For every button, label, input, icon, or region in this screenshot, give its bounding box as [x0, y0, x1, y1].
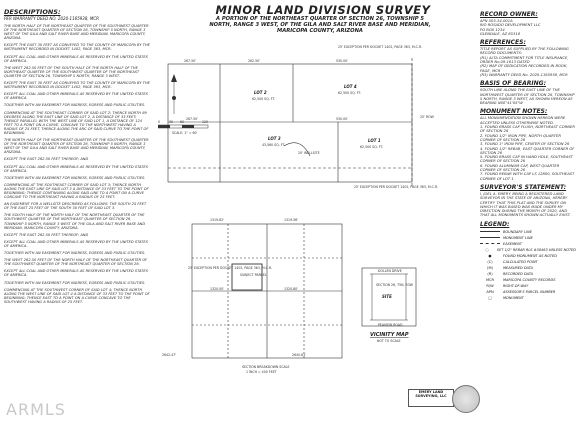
reference-line: (R2) MAP OF DEDICATION RECORDED IN BOOK, PAGE, MCR — [480, 64, 568, 73]
description-paragraph: EXCEPT THE EAST 262.50 FEET THEREOF; AND — [4, 232, 89, 237]
basis-heading: BASIS OF BEARING: — [480, 80, 546, 88]
dimension-label: 267.50' — [186, 117, 199, 121]
easement-note: 25' EXCEPTION PER DOCKET 1402, PAGE 363, M.C.R. — [354, 185, 438, 189]
lot-label: LOT 2 — [254, 90, 267, 95]
monuments-heading: MONUMENT NOTES: — [480, 108, 548, 116]
legend-label: RIGHT-OF-WAY — [503, 283, 529, 288]
vicinity-road-label: PEAVIEW ROAD — [378, 323, 403, 327]
scale-label: SCALE: 1" = 60' — [172, 131, 198, 135]
section-caption: SECTION BREAKDOWN SCALE — [242, 365, 290, 369]
legend-label: RECORDED DATA — [503, 271, 534, 276]
monument-line: 6. FOUND ALUMINUM CAP, WEST QUARTER CORNER OF SECTION 26 — [480, 163, 560, 173]
legend-symbol-icon — [480, 243, 500, 244]
row-label: 25' ROW — [420, 115, 434, 119]
lot-area: 62,500 SQ. FT. — [338, 91, 362, 95]
scale-bar-fill — [158, 125, 170, 128]
vicinity-site-label: SITE — [382, 294, 392, 299]
easement-note: 25' EXCEPTION PER DOCKET 1402, PAGE 363, M.C.R. — [338, 45, 422, 49]
descriptions-column — [0, 8, 150, 408]
lot-label: LOT 3 — [268, 136, 281, 141]
monument-line: ALL MONUMENTATION SHOWN HEREON WERE ACCEPTED UNLESS OTHERWISE NOTED. — [480, 116, 566, 125]
lot-area: 62,500 SQ. FT. — [360, 145, 384, 149]
vicinity-section-label: SECTION 26, T5N, R3W — [376, 283, 413, 287]
section-note: 25' EXCEPTION PER DOCKET 1402, PAGE 363, M.C.R. — [188, 266, 272, 270]
legend-symbol-icon: (M) — [487, 265, 493, 270]
description-paragraph: AN EASEMENT FOR A WELLSITE DESCRIBED AS FOLLOWS: THE SOUTH 25 FEET OF THE EAST 25 FEET OF THE SOUTH 30 FEET OF SAID LOT 3. — [4, 202, 147, 211]
basis-line: SOUTH LINE ALONG THE EAST LINE OF THE NORTHWEST QUARTER OF SECTION 26, TOWNSHIP 5 NORTH, RANGE 3 WEST, AS SHOWN HEREON AS BEARING N00°41'05"W — [480, 88, 575, 106]
record-owner-line: APN 503-34-001A — [480, 19, 513, 23]
upper-lot-labels — [184, 45, 438, 189]
description-paragraph: THE SOUTH HALF OF THE NORTH HALF OF THE NORTHEAST QUARTER OF THE SOUTHWEST QUARTER OF THE NORTHEAST QUARTER OF SECTION 26, TOWNSHIP 5 NORTH, RANGE 3 WEST OF THE GILA AND SALT RIVER BASE AND MERIDIAN, MARICOPA COUNTY, ARIZONA. — [4, 213, 146, 230]
description-paragraph: THE WEST 262.50 FEET OF THE SOUTH HALF OF THE NORTH HALF OF THE NORTHEAST QUARTER OF THE SOUTHWEST QUARTER OF THE NORTHEAST QUARTER OF SECTION 26, TOWNSHIP 5 NORTH, RANGE 3 WEST. — [4, 65, 140, 78]
legend-label: MARICOPA COUNTY RECORDS — [503, 277, 556, 282]
descriptions-heading: DESCRIPTIONS: — [4, 8, 61, 16]
reference-line: TITLE REPORT AS SUPPLIED BY THE FOLLOWING RECORD DOCUMENTS: — [480, 47, 569, 56]
description-paragraph: EXCEPT THE EAST 30 FEET AS CONVEYED TO THE COUNTY OF MARICOPA BY THE INSTRUMENT RECORDED IN DOCKET 1402, PAGE 363, MCR. — [4, 43, 150, 52]
scale-tick: 60 — [180, 120, 185, 124]
legend-symbol-icon: □ — [488, 295, 492, 300]
wellsite-note: 20' WELLSITE — [298, 151, 320, 155]
legend-label: MONUMENT LINE — [503, 235, 533, 240]
legend-label: ASSESSOR'S PARCEL NUMBER — [503, 289, 556, 294]
lot-area: 62,500 SQ. FT. — [252, 97, 276, 101]
notes-column — [478, 8, 576, 428]
monument-line: 7. FOUND REBAR WITH CAP LS 12800, SOUTHEAST CORNER OF LOT 1 — [480, 172, 575, 181]
reference-line: (R3) WARRANTY DEED No. 2020-1165938, MCR — [480, 72, 568, 77]
legend-label: MONUMENT — [503, 295, 524, 300]
record-owner-line: GLENDALE, AZ 85318 — [480, 31, 521, 36]
scale-tick: 0 — [158, 120, 161, 124]
vicinity-title: VICINITY MAP — [370, 332, 409, 338]
dimension-label: 267.50' — [184, 59, 197, 63]
lot-label: LOT 1 — [368, 138, 381, 143]
descriptions-reference: PER WARRANTY DEED NO. 2020-1165938, MCR — [4, 16, 99, 21]
north-arrow-head — [171, 74, 177, 82]
dimension-label: 262.50' — [248, 59, 261, 63]
legend-symbol-icon: ● — [488, 253, 492, 258]
dimension-label: 530.00' — [336, 59, 349, 63]
vicinity-road-label: DOLLEN DRIVE — [378, 269, 402, 273]
descriptions-body — [0, 24, 150, 304]
subtitle-line: A PORTION OF THE NORTHEAST QUARTER OF SECTION 26, TOWNSHIP 5 — [216, 16, 424, 22]
section-dimension: 1319.56' — [284, 218, 299, 222]
section-labels — [162, 218, 306, 374]
legend-symbol-icon: (C) — [487, 259, 493, 264]
description-paragraph: COMMENCING AT THE SOUTHEAST CORNER OF SAID LOT 2; THENCE NORTH 89 DEGREES ALONG THE EAST LINE OF SAID LOT 2, A DISTANCE OF 33 FEET; THENCE PARALLEL WITH THE WEST LINE OF SAID LOT 1, A DISTANCE OF 124 FEET TO A POINT ON A CURVE, CONCAVE TO THE NORTHWEST HAVING A RADIUS OF 25 FEET, THENCE ALONG THE ARC OF SAID CURVE TO THE POINT OF BEGINNING. — [4, 110, 149, 135]
section-dimension: 2642.47' — [162, 353, 177, 357]
legend-symbol-icon: APN — [486, 289, 494, 294]
armls-watermark: ARMLS — [6, 400, 66, 419]
legend-item — [480, 295, 576, 301]
scale-bar-fill — [182, 125, 194, 128]
description-paragraph: EXCEPT ALL COAL AND OTHER MINERALS AS RESERVED BY THE UNITED STATES OF AMERICA. — [4, 269, 148, 278]
monument-line: 4. FOUND 1/2" REBAR, EAST QUARTER CORNER OF SECTION 26 — [480, 146, 575, 155]
vicinity-subtitle: NOT TO SCALE — [377, 339, 401, 343]
record-owner-line: RIO ROSADO DEVELOPMENT LLC — [480, 23, 541, 28]
survey-plan — [158, 38, 476, 428]
description-paragraph: COMMENCING AT THE SOUTHWEST CORNER OF SAID LOT 4; THENCE NORTH ALONG THE WEST LINE OF SAID LOT 4 A DISTANCE OF 33 FEET TO THE POINT OF BEGINNING; THENCE EAST TO A POINT ON A CURVE CONCAVE TO THE SOUTHWEST HAVING A RADIUS OF 25 FEET. — [4, 287, 150, 304]
legend-heading: LEGEND: — [480, 220, 510, 228]
scale-tick: 120 — [202, 120, 209, 124]
monument-line: 1. FOUND BRASS CAP FLUSH, NORTHEAST CORNER OF SECTION 26 — [480, 125, 575, 134]
section-breakdown — [192, 224, 342, 358]
references-heading: REFERENCES: — [480, 39, 526, 47]
description-paragraph: TOGETHER WITH AN EASEMENT FOR INGRESS, EGRESS AND PUBLIC UTILITIES. — [4, 251, 146, 256]
north-arrow-icon — [171, 74, 177, 114]
legend-symbol-icon — [480, 231, 500, 232]
legend-list — [478, 229, 576, 301]
monument-line: 2. FOUND 1/2" IRON PIPE, NORTH QUARTER CORNER OF SECTION 26 — [480, 133, 561, 142]
legend-label: FOUND MONUMENT AS NOTED — [503, 253, 557, 258]
dimension-label: 530.00' — [336, 117, 349, 121]
reference-line: (R1) ALTA COMMITMENT FOR TITLE INSURANCE, ORDER No.09-1613 DATED — [480, 55, 569, 65]
section-caption: 1 INCH = 400 FEET — [246, 370, 277, 374]
section-dimension: 1320.00' — [210, 287, 225, 291]
legend-label: SET 1/2" REBAR RLS #38463 UNLESS NOTED — [496, 247, 576, 252]
surveyor-seal — [452, 385, 480, 413]
section-dimension: 2640.81' — [292, 353, 307, 357]
monument-line: 5. FOUND BRASS CAP IN HAND HOLE, SOUTHEAST CORNER OF SECTION 26 — [480, 155, 573, 164]
section-dimension: 1319.82' — [210, 218, 225, 222]
description-paragraph: TOGETHER WITH AN EASEMENT FOR INGRESS, EGRESS AND PUBLIC UTILITIES. — [4, 175, 146, 180]
record-owner-line: PO BOX 1234 — [480, 27, 505, 32]
legend-symbol-icon: MCR — [485, 277, 495, 282]
description-paragraph: THE NORTH HALF OF THE NORTHEAST QUARTER OF THE SOUTHWEST QUARTER OF THE NORTHEAST QUARTER OF SECTION 26, TOWNSHIP 5 NORTH, RANGE 3 WEST OF THE GILA AND SALT RIVER BASE AND MERIDIAN, MARICOPA COUNTY, ARIZONA. — [4, 138, 149, 155]
legend-symbol-icon — [480, 237, 500, 238]
legend-label: MEASURED DATA — [503, 265, 533, 270]
description-paragraph: THE WEST 262.50 FEET OF THE NORTH HALF OF THE NORTHEAST QUARTER OF THE SOUTHWEST QUARTER OF THE NORTHEAST QUARTER OF SECTION 26. — [4, 258, 148, 267]
company-name: EMERY LAND SURVEYING, LLC — [415, 390, 447, 398]
legend-symbol-icon: ○ — [485, 247, 489, 252]
record-owner-heading: RECORD OWNER: — [480, 11, 538, 18]
description-paragraph: EXCEPT THE EAST 30 FEET AS CONVEYED TO THE COUNTY OF MARICOPA BY THE INSTRUMENT RECORDED IN DOCKET 1402, PAGE 363, MCR. — [4, 81, 150, 90]
legend-label: EASEMENT — [503, 241, 523, 246]
description-paragraph: THE NORTH HALF OF THE NORTHEAST QUARTER OF THE SOUTHWEST QUARTER OF THE NORTHEAST QUARTER OF SECTION 26, TOWNSHIP 5 NORTH, RANGE 3 WEST OF THE GILA AND SALT RIVER BASE AND MERIDIAN, MARICOPA COUNTY, ARIZONA. — [4, 24, 149, 41]
monument-line: 3. FOUND 1" IRON PIPE, CENTER OF SECTION 26 — [480, 142, 570, 147]
description-paragraph: COMMENCING AT THE SOUTHEAST CORNER OF SAID LOT 3; THENCE NORTH ALONG THE EAST LINE OF SAID LOT 3 A DISTANCE OF 33 FEET TO THE POINT OF BEGINNING; THENCE CONTINUING ALONG SAID LINE TO A POINT ON A CURVE CONCAVE TO THE NORTHEAST HAVING A RADIUS OF 25 FEET. — [4, 182, 149, 200]
description-paragraph: EXCEPT ALL COAL AND OTHER MINERALS AS RESERVED BY THE UNITED STATES OF AMERICA. — [4, 92, 148, 101]
description-paragraph: EXCEPT ALL COAL AND OTHER MINERALS AS RESERVED BY THE UNITED STATES OF AMERICA. — [4, 239, 148, 248]
legend-label: BOUNDARY LINE — [503, 229, 532, 234]
description-paragraph: EXCEPT THE EAST 262.50 FEET THEREOF; AND — [4, 157, 89, 162]
legend-symbol-icon: (R) — [487, 271, 493, 276]
page-title: MINOR LAND DIVISION SURVEY — [215, 3, 431, 17]
section-dimension: 1320.80' — [284, 287, 299, 291]
lot-label: LOT 4 — [344, 84, 357, 89]
vicinity-map — [362, 268, 416, 343]
description-paragraph: EXCEPT ALL COAL AND OTHER MINERALS AS RESERVED BY THE UNITED STATES OF AMERICA. — [4, 164, 148, 173]
subtitle-line: NORTH, RANGE 3 WEST, OF THE GILA AND SALT RIVER BASE AND MERIDIAN, — [209, 22, 431, 29]
scale-tick: 30 — [169, 120, 174, 124]
description-paragraph: TOGETHER WITH AN EASEMENT FOR INGRESS, EGRESS AND PUBLIC UTILITIES. — [4, 103, 146, 108]
subtitle-line: MARICOPA COUNTY, ARIZONA — [277, 28, 363, 35]
legend-label: CALCULATED POINT — [503, 259, 538, 264]
legend-symbol-icon: R/W — [486, 283, 494, 288]
subject-parcel-label: SUBJECT PARCEL — [240, 273, 267, 277]
surveyor-line: I, JOEL A. EMERY, BEING A REGISTERED LAND SURVEYOR IN THE STATE OF ARIZONA, HEREBY CERTIFY THAT THIS PLAT AND THE SURVEY ON WHICH IT WAS BASED WAS MADE UNDER MY DIRECTION DURING THE MONTH OF 2020, AND THAT ALL MONUMENTS SHOWN ACTUALLY EXIST. — [480, 191, 571, 218]
description-paragraph: TOGETHER WITH AN EASEMENT FOR INGRESS, EGRESS AND PUBLIC UTILITIES. — [4, 280, 146, 285]
company-title-block — [408, 389, 454, 407]
description-paragraph: EXCEPT ALL COAL AND OTHER MINERALS AS RESERVED BY THE UNITED STATES OF AMERICA. — [4, 54, 148, 63]
lot-area: 43,560 SQ. FT. — [262, 143, 286, 147]
page-subtitle — [170, 16, 470, 35]
surveyor-heading: SURVEYOR'S STATEMENT: — [480, 183, 567, 191]
